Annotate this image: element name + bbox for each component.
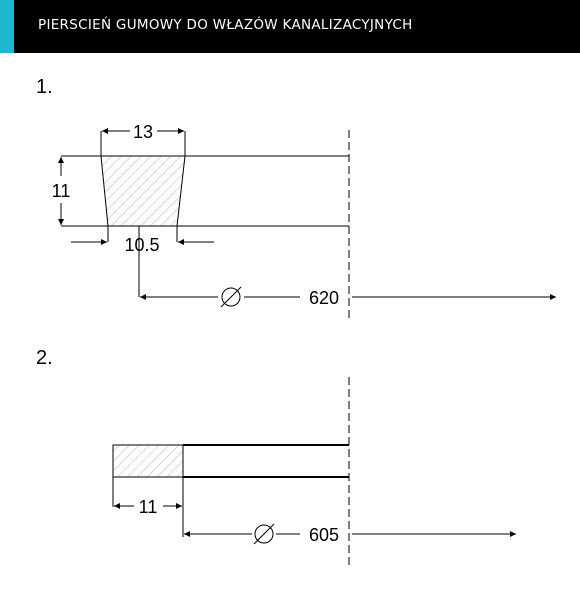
diagram2-diameter-symbol <box>254 524 274 544</box>
diagram1-dim-bottom: 10.5 <box>124 235 160 255</box>
page-title: PIERSCIEŃ GUMOWY DO WŁAZÓW KANALIZACYJNYCH <box>38 17 413 33</box>
diagram1-dim-top: 13 <box>132 122 154 142</box>
diagram1-label: 1. <box>36 76 53 98</box>
diagram1-diameter-symbol <box>221 287 241 307</box>
diagram2-cross-section <box>113 445 183 477</box>
diagram1-cross-section <box>101 156 185 226</box>
diagram1-dim-height: 11 <box>51 181 71 201</box>
diagram2-dim-width: 11 <box>138 497 158 517</box>
diagram2-dim-diameter: 605 <box>308 525 340 545</box>
diagram2-label: 2. <box>36 347 53 369</box>
diagram1-dim-diameter: 620 <box>308 288 340 308</box>
